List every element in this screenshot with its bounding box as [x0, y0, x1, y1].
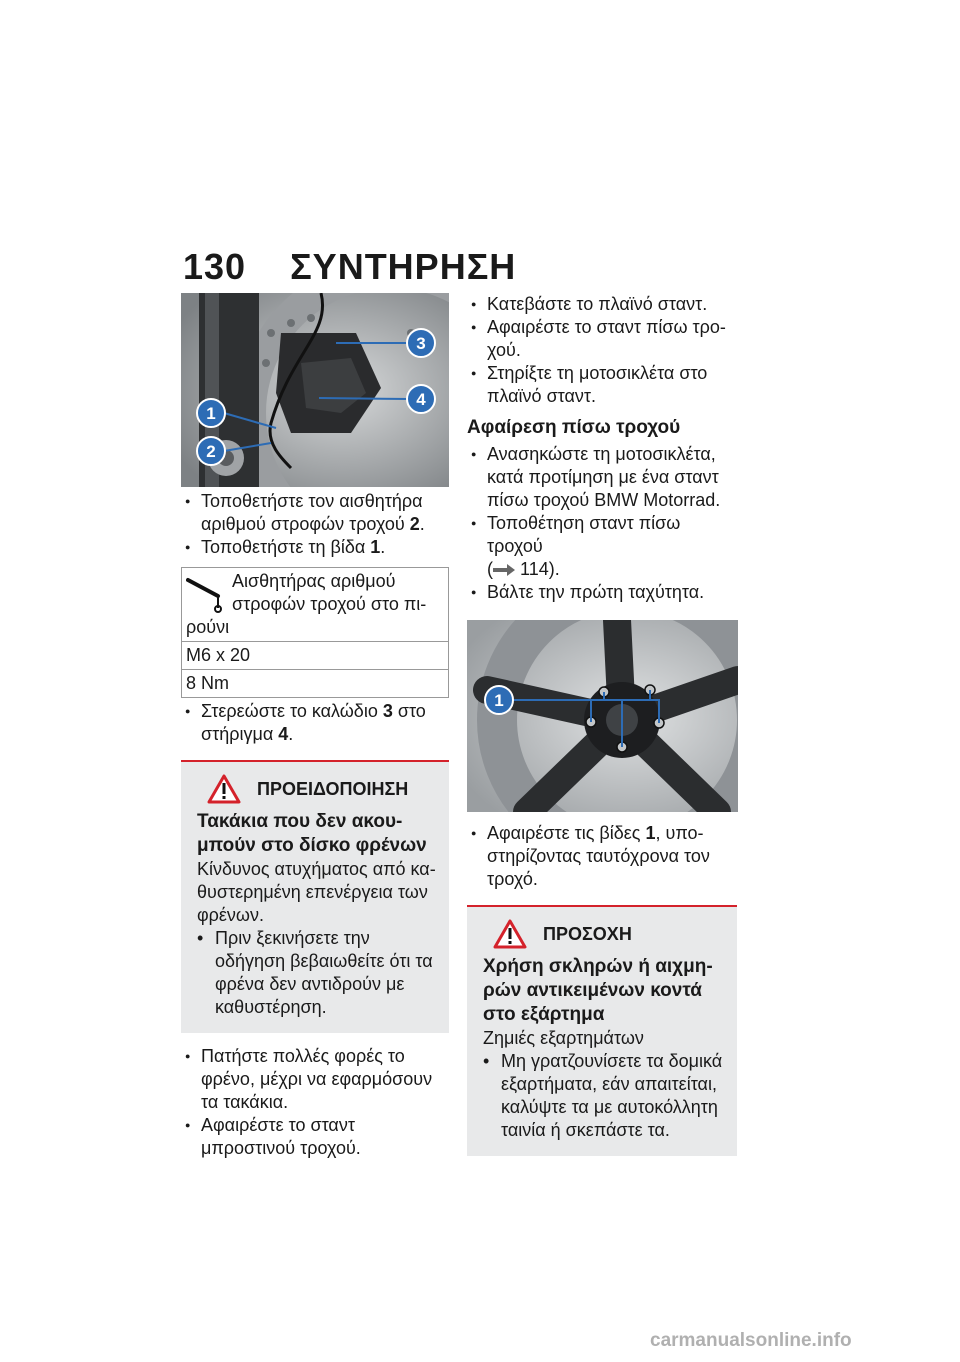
- warning-box: [181, 760, 449, 1033]
- step-remove-front-stand: ● Αφαιρέστε το σταντ μπροστινού τροχού.: [181, 1114, 451, 1160]
- step-support-side-stand: ● Στηρίξτε τη μοτοσικλέτα στο πλαϊνό σταντ.: [467, 362, 737, 408]
- right-column: [467, 293, 737, 1156]
- caution-text: Ζημιές εξαρτημάτων: [483, 1028, 644, 1048]
- step-remove-bolts: ● Αφαιρέστε τις βίδες 1, υπο- στηρίζοντας ταυτόχρονα τον τροχό.: [467, 822, 737, 891]
- step-fix-cable: ● Στερεώστε το καλώδιο 3 στο στήριγμα 4.: [181, 700, 451, 746]
- warning-triangle-icon: [207, 774, 241, 804]
- caution-triangle-icon: [493, 919, 527, 949]
- step-install-screw: ● Τοποθετήστε τη βίδα 1.: [181, 536, 451, 559]
- step-lower-side-stand: ● Κατεβάστε το πλαϊνό σταντ.: [467, 293, 737, 316]
- page-ref: 114).: [520, 559, 560, 579]
- footer-watermark: carmanualsonline.info: [650, 1330, 852, 1351]
- spec-title-cell: Αισθητήρας αριθμού στροφών τροχού στο πι- ρούνι: [182, 568, 449, 642]
- wrench-icon: [186, 574, 226, 614]
- section-title: ΣΥΝΤΗΡΗΣΗ: [290, 246, 517, 287]
- caution-label: ΠΡΟΣΟΧΗ: [543, 923, 632, 944]
- step-install-rear-stand: ● Τοποθέτηση σταντ πίσω τροχού ( 114).: [467, 512, 737, 581]
- callout-4: 4: [416, 390, 426, 409]
- torque-spec-table: [181, 567, 449, 698]
- page-header: [183, 246, 516, 288]
- rear-wheel-photo: [467, 620, 738, 812]
- spec-size: M6 x 20: [182, 642, 449, 670]
- step-pump-brake: ● Πατήστε πολλές φορές το φρένο, μέχρι να εφαρμόσουν τα τακάκια.: [181, 1045, 451, 1114]
- spec-torque: 8 Nm: [182, 670, 449, 698]
- warning-heading: Τακάκια που δεν ακου- μπούν στο δίσκο φρένων: [197, 811, 427, 856]
- callout-2: 2: [206, 442, 216, 461]
- caution-box: [467, 905, 737, 1156]
- warning-text: Κίνδυνος ατυχήματος από κα- θυστερημένη επενέργεια των φρένων.: [197, 859, 436, 925]
- caution-heading: Χρήση σκληρών ή αιχμη- ρών αντικειμένων κοντά στο εξάρτημα: [483, 956, 713, 1025]
- step-first-gear: ● Βάλτε την πρώτη ταχύτητα.: [467, 581, 737, 604]
- step-install-sensor: ● Τοποθετήστε τον αισθητήρα αριθμού στροφών τροχού 2.: [181, 490, 451, 536]
- page-reference-arrow-icon: [493, 564, 515, 576]
- warning-item: • Πριν ξεκινήσετε την οδήγηση βεβαιωθείτε ότι τα φρένα δεν αντιδρούν με καθυστέρηση.: [197, 927, 437, 1019]
- step-lift-motorcycle: ● Ανασηκώστε τη μοτοσικλέτα, κατά προτίμηση με ένα σταντ πίσω τροχού BMW Motorrad.: [467, 443, 737, 512]
- callout-3: 3: [416, 334, 426, 353]
- page-number: 130: [183, 246, 247, 287]
- warning-label: ΠΡΟΕΙΔΟΠΟΙΗΣΗ: [257, 778, 409, 799]
- front-wheel-photo: [181, 293, 449, 487]
- callout-1: 1: [206, 404, 216, 423]
- callout-1-rear: 1: [494, 691, 504, 710]
- section-heading-remove-rear-wheel: Αφαίρεση πίσω τροχού: [467, 417, 681, 438]
- step-remove-rear-stand: ● Αφαιρέστε το σταντ πίσω τρο- χού.: [467, 316, 737, 362]
- caution-item: • Μη γρατζουνίσετε τα δομικά εξαρτήματα, εάν απαιτείται, καλύψτε τα με αυτοκόλλητη ταινία ή σκεπάστε τα.: [483, 1050, 725, 1142]
- left-column: [181, 293, 451, 1160]
